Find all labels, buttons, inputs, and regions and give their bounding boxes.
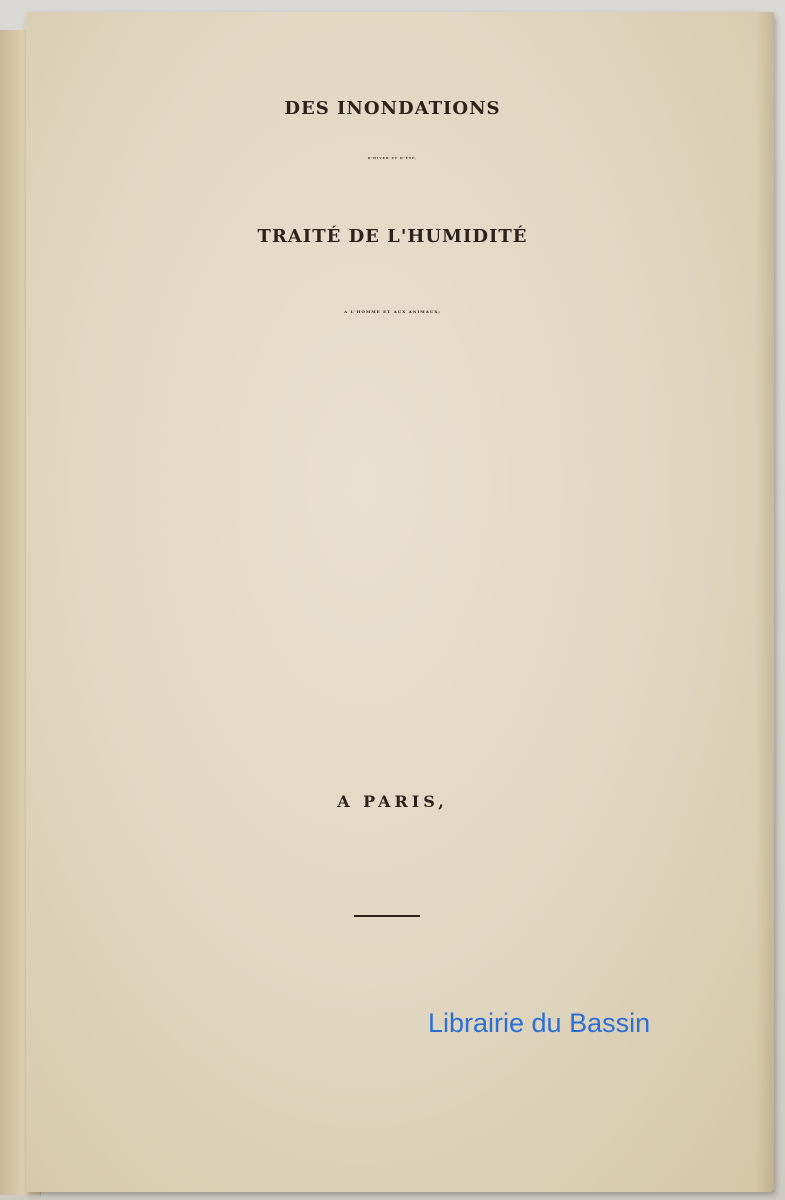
title-page-sheet [26,12,774,1192]
subtitle: D'HIVER ET D'ÉTÉ, [367,156,418,160]
page-edge-shadow [756,12,774,1192]
second-title: TRAITÉ DE L'HUMIDITÉ [257,226,528,247]
imprint-city: A PARIS, [337,792,448,811]
divider-rule [354,915,420,917]
homme-animaux: A L'HOMME ET AUX ANIMAUX; [344,309,441,314]
main-title: DES INONDATIONS [284,98,501,119]
watermark-text: Librairie du Bassin [428,1008,651,1038]
